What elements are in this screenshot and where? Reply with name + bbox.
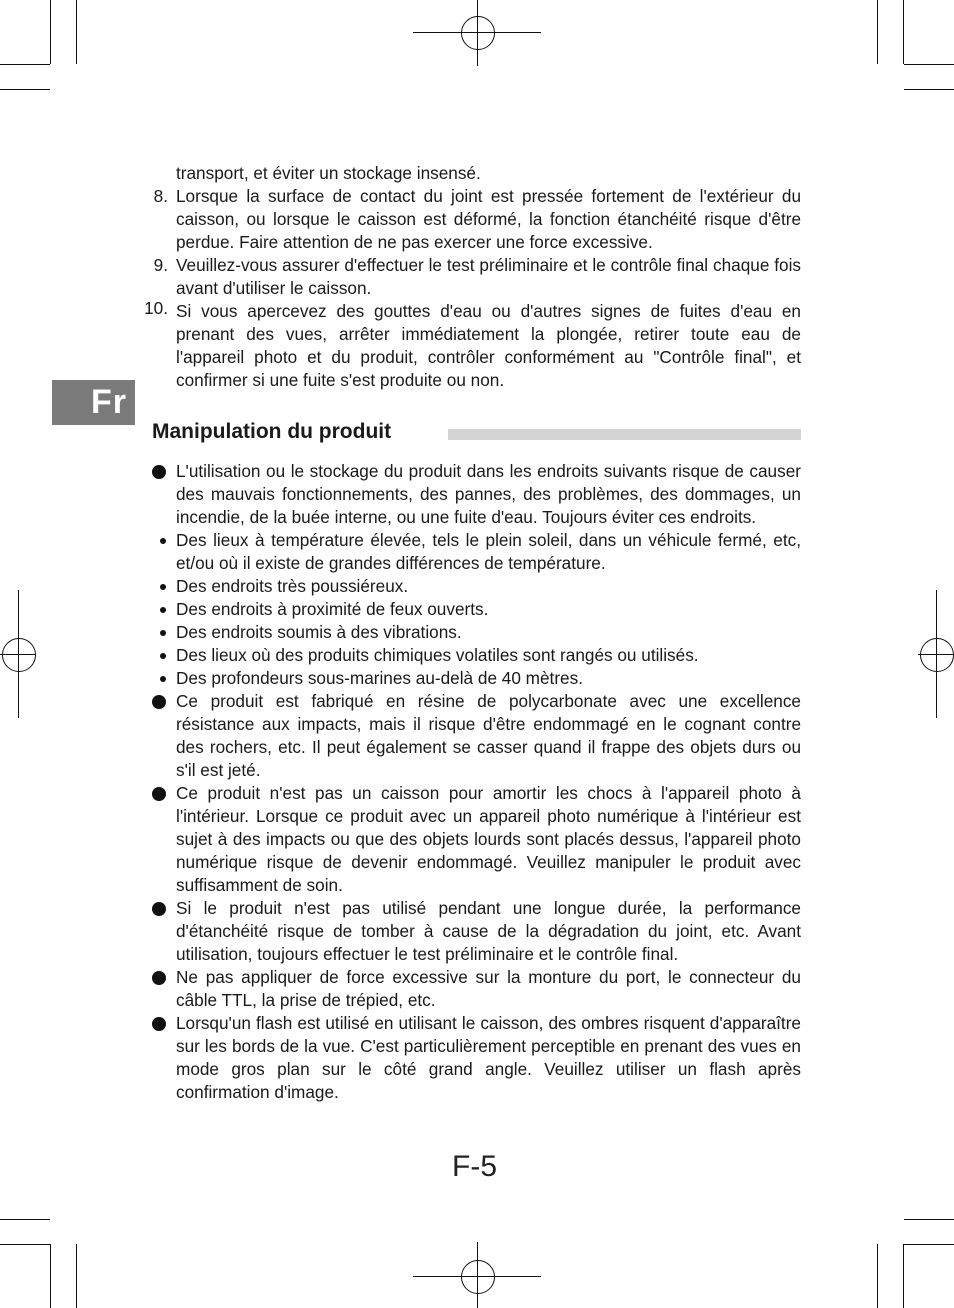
sub-list-item	[150, 598, 801, 621]
bullet-item	[150, 1012, 801, 1104]
bullet-text: Si le produit n'est pas utilisé pendant une longue durée, la performance d'étanchéité risque de tomber à cause de la dégradation du joint, etc. Avant utilisation, toujours effectuer le test préliminaire et le contrôle final.	[176, 898, 801, 964]
sub-bullet-dot-icon	[160, 538, 166, 544]
item-text: Si vous apercevez des gouttes d'eau ou d'autres signes de fuites d'eau en prenant des vues, arrêter immédiatement la plongée, retirer toute eau de l'appareil photo et du produit, contrôler conformément au "Contrôle final", et confirmer si une fuite s'est produite ou non.	[176, 301, 801, 390]
bullet-text: L'utilisation ou le stockage du produit dans les endroits suivants risque de causer des mauvais fonctionnements, des pannes, des problèmes, des dommages, un incendie, de la buée interne, ou une fuite d'eau. Toujours éviter ces endroits.	[176, 461, 801, 527]
sub-bullet-dot-icon	[160, 630, 166, 636]
sub-bullet-dot-icon	[160, 607, 166, 613]
sub-list-item	[150, 529, 801, 575]
bullet-text: Ne pas appliquer de force excessive sur la monture du port, le connecteur du câble TTL, la prise de trépied, etc.	[176, 967, 801, 1010]
item-number: 10.	[144, 298, 168, 318]
registration-mark-top	[413, 0, 541, 66]
sub-item-text: Des lieux où des produits chimiques volatiles sont rangés ou utilisés.	[176, 645, 699, 665]
bullet-text: Lorsqu'un flash est utilisé en utilisant le caisson, des ombres risquent d'apparaître sur les bords de la vue. C'est particulièrement perceptible en prenant des vues en mode gros plan sur le côté grand angle. Veuillez utiliser un flash après confirmation d'image.	[176, 1013, 801, 1102]
bullet-dot-icon	[152, 695, 166, 709]
crop-mark-top-right-v2	[903, 0, 904, 64]
continuation-text: transport, et éviter un stockage insensé.	[176, 163, 481, 183]
section-title: Manipulation du produit	[152, 420, 405, 443]
numbered-item-10	[144, 298, 801, 392]
bullet-item	[150, 966, 801, 1012]
sub-bullet-dot-icon	[160, 653, 166, 659]
crop-mark-bottom-left-h2	[0, 1244, 50, 1245]
bullet-dot-icon	[152, 787, 166, 801]
sub-list-item	[150, 667, 801, 690]
crop-mark-bottom-right-v2	[903, 1244, 904, 1308]
page-number: F-5	[452, 1150, 497, 1183]
crop-mark-top-left-v1	[50, 0, 51, 64]
crop-mark-bottom-left-v2	[76, 1244, 77, 1308]
sub-item-text: Des profondeurs sous-marines au-delà de 40 mètres.	[176, 668, 583, 688]
bullet-text: Ce produit n'est pas un caisson pour amortir les chocs à l'appareil photo à l'intérieur. Lorsque ce produit avec un appareil photo numérique à l'intérieur est sujet à des impacts ou que des objets lourds sont placés dessus, l'appareil photo numérique risque de devenir endommagé. Veuillez manipuler le produit avec suffisamment de soin.	[176, 783, 801, 895]
crop-mark-top-left-h2	[0, 89, 50, 90]
item-text: Lorsque la surface de contact du joint est pressée fortement de l'extérieur du caisson, ou lorsque le caisson est déformé, la fonction étanchéité risque d'être perdue. Faire attention de ne pas exercer une force excessive.	[176, 186, 801, 252]
bullet-dot-icon	[152, 902, 166, 916]
sub-item-text: Des endroits soumis à des vibrations.	[176, 622, 462, 642]
crop-mark-top-left-v2	[76, 0, 77, 64]
crop-mark-bottom-right-h2	[904, 1244, 954, 1245]
registration-mark-bottom	[413, 1242, 541, 1308]
numbered-item-8	[150, 185, 801, 254]
crop-mark-bottom-left-h1	[0, 1219, 50, 1220]
bullet-text: Ce produit est fabriqué en résine de polycarbonate avec une excellence résistance aux impacts, mais il risque d'être endommagé en le cognant contre des rochers, etc. Il peut également se casser quand il frappe des objets durs ou s'il est jeté.	[176, 691, 801, 780]
crop-mark-bottom-left-v1	[50, 1244, 51, 1308]
sub-list-item	[150, 621, 801, 644]
crop-mark-bottom-right-h1	[904, 1219, 954, 1220]
crop-mark-top-right-v1	[877, 0, 878, 64]
item-number: 8.	[153, 186, 168, 206]
sub-list-item	[150, 575, 801, 598]
section-heading	[150, 420, 801, 448]
sub-item-text: Des lieux à température élevée, tels le plein soleil, dans un véhicule fermé, etc, et/ou où il existe de grandes différences de température.	[176, 530, 801, 573]
bullet-item	[150, 690, 801, 782]
sub-list-item	[150, 644, 801, 667]
crop-mark-top-left-h1	[0, 64, 50, 65]
sub-bullet-dot-icon	[160, 584, 166, 590]
bullet-item	[150, 782, 801, 897]
sub-item-text: Des endroits très poussiéreux.	[176, 576, 409, 596]
item-text: Veuillez-vous assurer d'effectuer le test préliminaire et le contrôle final chaque fois avant d'utiliser le caisson.	[176, 255, 801, 298]
page-content	[144, 162, 801, 1104]
item-number: 9.	[153, 255, 168, 275]
crop-mark-top-right-h1	[904, 64, 954, 65]
bullet-item	[150, 460, 801, 529]
heading-rule	[448, 429, 801, 440]
sub-bullet-dot-icon	[160, 676, 166, 682]
registration-mark-left	[0, 590, 36, 718]
bullet-dot-icon	[152, 1017, 166, 1031]
language-tab: Fr	[52, 380, 135, 425]
bullet-dot-icon	[152, 971, 166, 985]
crop-mark-top-right-h2	[904, 89, 954, 90]
numbered-item-9	[150, 254, 801, 300]
crop-mark-bottom-right-v1	[877, 1244, 878, 1308]
bullet-dot-icon	[152, 465, 166, 479]
registration-mark-right	[918, 590, 954, 718]
sub-item-text: Des endroits à proximité de feux ouverts.	[176, 599, 489, 619]
bullet-item	[150, 897, 801, 966]
